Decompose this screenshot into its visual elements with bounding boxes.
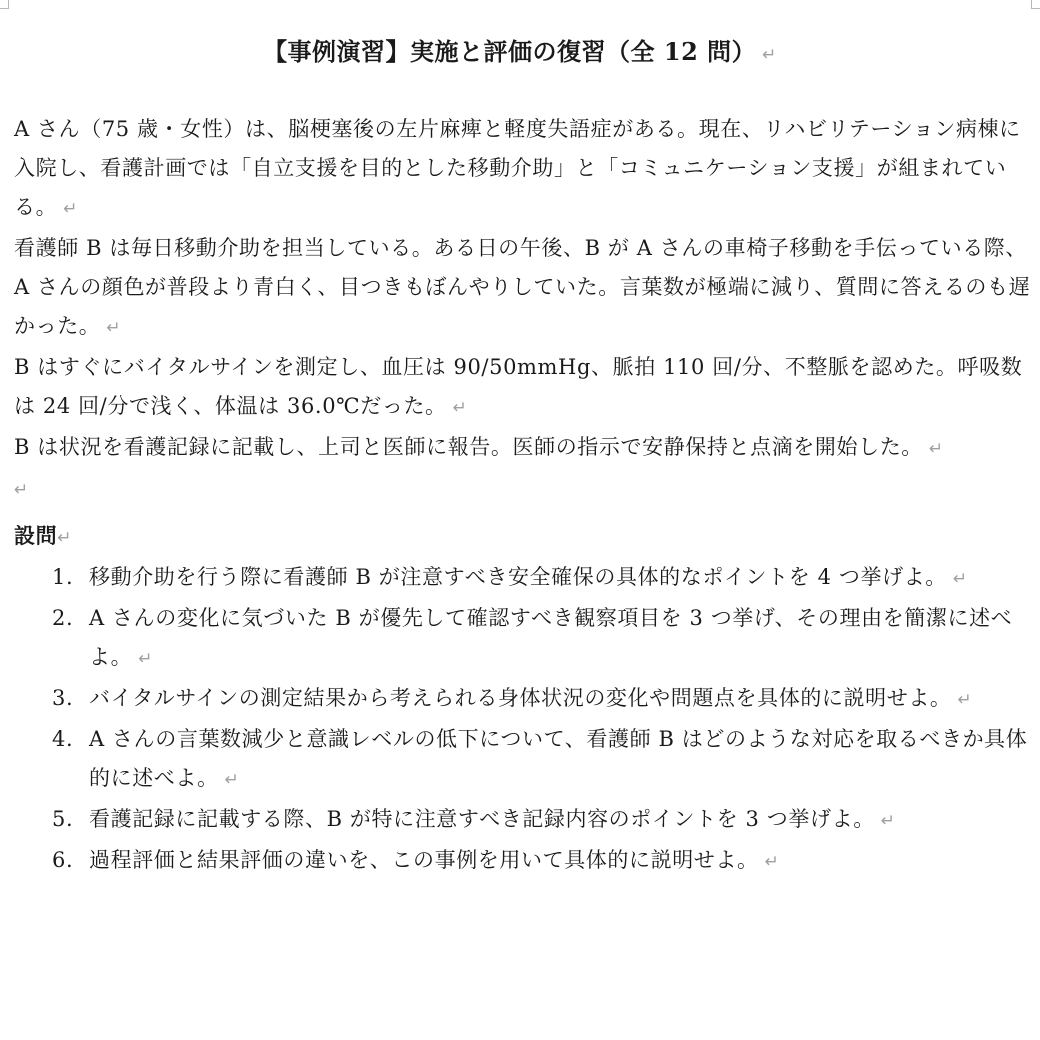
question-item <box>14 720 1034 800</box>
paragraph-mark-icon: ↵ <box>63 199 79 219</box>
paragraph-mark-icon: ↵ <box>224 770 240 790</box>
case-paragraph <box>14 348 1034 428</box>
question-list <box>14 558 1034 882</box>
paragraph-mark-icon: ↵ <box>762 45 777 65</box>
paragraph-mark-icon: ↵ <box>764 852 780 872</box>
paragraph-mark-icon: ↵ <box>957 690 973 710</box>
paragraph-mark-icon: ↵ <box>106 318 122 338</box>
questions-heading-text: 設問 <box>14 523 58 548</box>
paragraph-mark-icon: ↵ <box>138 649 154 669</box>
document-title[interactable] <box>0 30 1040 77</box>
question-number: 2. <box>52 606 74 630</box>
case-paragraph <box>14 110 1034 229</box>
question-item <box>14 679 1034 720</box>
page-corner-mark-left <box>0 0 9 9</box>
case-paragraph <box>14 229 1034 348</box>
question-item <box>14 800 1034 841</box>
question-text: 看護記録に記載する際、B が特に注意すべき記録内容のポイントを 3 つ挙げよ。 <box>89 807 875 831</box>
question-number: 5. <box>52 807 74 831</box>
case-paragraph-text: B は状況を看護記録に記載し、上司と医師に報告。医師の指示で安静保持と点滴を開始した。 <box>14 435 923 459</box>
paragraph-mark-icon: ↵ <box>952 569 968 589</box>
question-item <box>14 599 1034 679</box>
document-body[interactable] <box>14 110 1034 882</box>
question-text: 過程評価と結果評価の違いを、この事例を用いて具体的に説明せよ。 <box>89 848 759 872</box>
paragraph-mark-icon: ↵ <box>57 528 73 548</box>
case-paragraph-text: 看護師 B は毎日移動介助を担当している。ある日の午後、B が A さんの車椅子移動を手伝っている際、A さんの顔色が普段より青白く、目つきもぼんやりしていた。言葉数が極端に減り、質問に答えるのも遅かった。 <box>14 236 1031 338</box>
question-text: 移動介助を行う際に看護師 B が注意すべき安全確保の具体的なポイントを 4 つ挙げよ。 <box>89 565 947 589</box>
question-number: 3. <box>52 686 74 710</box>
case-paragraph-text: A さん（75 歳・女性）は、脳梗塞後の左片麻痺と軽度失語症がある。現在、リハビリテーション病棟に入院し、看護計画では「自立支援を目的とした移動介助」と「コミュニケーション支援」が組まれている。 <box>14 117 1021 219</box>
page-corner-mark-right <box>1031 0 1040 9</box>
case-paragraph <box>14 428 1034 469</box>
paragraph-mark-icon: ↵ <box>880 811 896 831</box>
paragraph-mark-icon: ↵ <box>452 398 468 418</box>
question-item <box>14 841 1034 882</box>
question-text: A さんの言葉数減少と意識レベルの低下について、看護師 B はどのような対応を取るべきか具体的に述べよ。 <box>89 727 1028 790</box>
title-text: 【事例演習】実施と評価の復習（全 12 問） <box>263 37 757 66</box>
questions-heading <box>14 516 1034 558</box>
question-text: A さんの変化に気づいた B が優先して確認すべき観察項目を 3 つ挙げ、その理由を簡潔に述べよ。 <box>89 606 1013 669</box>
empty-paragraph <box>14 469 1034 508</box>
question-number: 4. <box>52 727 74 751</box>
question-number: 1. <box>52 565 74 589</box>
paragraph-mark-icon: ↵ <box>928 439 944 459</box>
question-item <box>14 558 1034 599</box>
case-paragraph-text: B はすぐにバイタルサインを測定し、血圧は 90/50mmHg、脈拍 110 回/分、不整脈を認めた。呼吸数は 24 回/分で浅く、体温は 36.0℃だった。 <box>14 355 1023 418</box>
question-text: バイタルサインの測定結果から考えられる身体状況の変化や問題点を具体的に説明せよ。 <box>89 686 952 710</box>
question-number: 6. <box>52 848 74 872</box>
paragraph-mark-icon: ↵ <box>14 480 29 500</box>
